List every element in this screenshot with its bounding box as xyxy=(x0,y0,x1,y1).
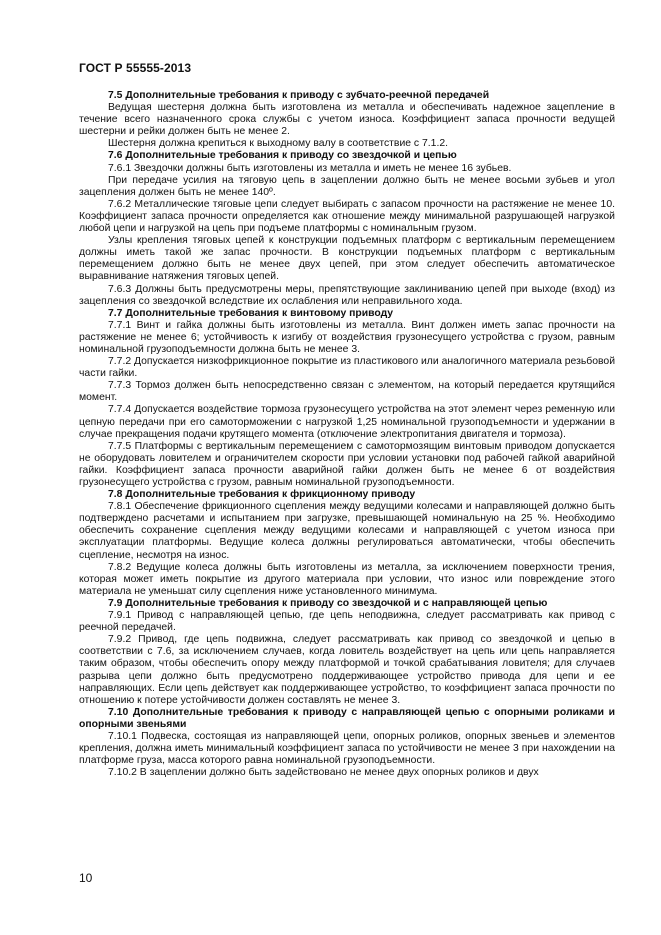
document-header: ГОСТ Р 55555-2013 xyxy=(79,61,192,75)
paragraph: 7.6.1 Звездочки должны быть изготовлены из металла и иметь не менее 16 зубьев. xyxy=(108,162,512,174)
paragraph: 7.10.2 В зацеплении должно быть задействовано не менее двух опорных роликов и двух xyxy=(108,767,539,779)
paragraph: 7.9.2 Привод, где цепь подвижна, следует рассматривать как привод со звездочкой и цепью в соответствии с 7.6, за исключением случаев, когда ловитель воздействует на цепь или цепь направляется таким образом, чтобы обеспечить опору между платформой и точкой срабатывания ловителя; для случаев разрыва цепи должно быть предусмотрено поддерживающее устройство привода для цепи и ее направляющих. Если цепь действует как поддерживающее устройство, то коэффициент запаса прочности по отношению к потере устойчивости должен составлять не менее 3. xyxy=(79,634,615,706)
paragraph: Шестерня должна крепиться к выходному валу в соответствие с 7.1.2. xyxy=(108,138,449,150)
paragraph: 7.7.3 Тормоз должен быть непосредственно связан с элементом, на который передается крутящийся момент. xyxy=(79,380,615,404)
page-number: 10 xyxy=(79,871,93,885)
paragraph: Узлы крепления тяговых цепей к конструкции подъемных платформ с вертикальным перемещением должны иметь такой же запас прочности. В конструкции подъемных платформ с вертикальным перемещением должно быть не менее двух цепей, при этом следует обеспечить автоматическое выравнивание натяжения тяговых цепей. xyxy=(79,235,615,283)
section-heading: 7.7 Дополнительные требования к винтовому приводу xyxy=(108,307,394,319)
section-heading: 7.9 Дополнительные требования к приводу со звездочкой и с направляющей цепью xyxy=(108,597,548,609)
paragraph: 7.8.1 Обеспечение фрикционного сцепления между ведущими колесами и направляющей должно быть подтверждено расчетами и испытанием при загрузке, превышающей номинальную на 25 %. Необходимо обеспечить сохранение сцепления между ведущими колесами и направляющей с учетом износа при эксплуатации платформы. Ведущие колеса должны регулироваться автоматически, чтобы обеспечить сцепление, несмотря на износ. xyxy=(79,501,615,561)
paragraph: 7.8.2 Ведущие колеса должны быть изготовлены из металла, за исключением поверхности трения, которая может иметь покрытие из другого материала при условии, что износ или повреждение этого материала не уменьшат силу сцепления ниже установленного минимума. xyxy=(79,561,615,597)
paragraph: 7.6.2 Металлические тяговые цепи следует выбирать с запасом прочности на растяжение не менее 10. Коэффициент запаса прочности определяется как отношение между минимальной разрушающей нагрузкой любой цепи и нагрузкой на цепь при подъеме платформы с номинальным грузом. xyxy=(79,198,615,235)
paragraph: 7.7.2 Допускается низкофрикционное покрытие из пластикового или аналогичного материала резьбовой части гайки. xyxy=(79,356,615,380)
section-heading: 7.6 Дополнительные требования к приводу со звездочкой и цепью xyxy=(108,150,457,162)
section-heading: 7.5 Дополнительные требования к приводу с зубчато-реечной передачей xyxy=(108,90,490,101)
paragraph: 7.10.1 Подвеска, состоящая из направляющей цепи, опорных роликов, опорных звеньев и элементов крепления, должна иметь минимальный коэффициент запаса по устойчивости не менее 3 при нахождении на платформе груза, масса которого равна номинальной грузоподъемности. xyxy=(79,730,615,767)
paragraph: 7.6.3 Должны быть предусмотрены меры, препятствующие заклиниванию цепей при выходе (вход) из зацепления со звездочкой вследствие их ослабления или неправильного хода. xyxy=(79,283,615,307)
section-heading: 7.10 Дополнительные требования к приводу с направляющей цепью с опорными роликами и опорными звеньями xyxy=(79,706,615,730)
paragraph: 7.7.5 Платформы с вертикальным перемещением с самотормозящим винтовым приводом допускается не оборудовать ловителем и ограничителем скорости при условии установки под рабочей гайкой аварийной гайки. Коэффициент запаса прочности аварийной гайки должен быть не менее 6 от воздействия грузонесущего устройства с грузом, равным номинальной грузоподъемности. xyxy=(79,440,615,488)
document-body xyxy=(79,90,615,779)
paragraph: При передаче усилия на тяговую цепь в зацеплении должно быть не менее восьми зубьев и угол зацепления должен быть не менее 140º. xyxy=(79,174,615,198)
paragraph: 7.9.1 Привод с направляющей цепью, где цепь неподвижна, следует рассматривать как привод с реечной передачей. xyxy=(79,610,615,634)
paragraph: 7.7.1 Винт и гайка должны быть изготовлены из металла. Винт должен иметь запас прочности на растяжение не менее 6; устойчивость к изгибу от воздействия грузонесущего устройства с грузом, равным номинальной грузоподъемности должна быть не менее 3. xyxy=(79,319,615,355)
paragraph: 7.7.4 Допускается воздействие тормоза грузонесущего устройства на этот элемент через ременную или цепную передачи при его самоторможении с нагрузкой 1,25 номинальной грузоподъемности и удержании в случае прекращения подачи крутящего момента (отключение электропитания двигателя и тормоза). xyxy=(79,404,615,440)
paragraph: Ведущая шестерня должна быть изготовлена из металла и обеспечивать надежное зацепление в течение всего назначенного срока службы с учетом износа. Коэффициент запаса прочности ведущей шестерни и рейки должен быть не менее 2. xyxy=(79,102,615,138)
section-heading: 7.8 Дополнительные требования к фрикционному приводу xyxy=(108,489,416,501)
